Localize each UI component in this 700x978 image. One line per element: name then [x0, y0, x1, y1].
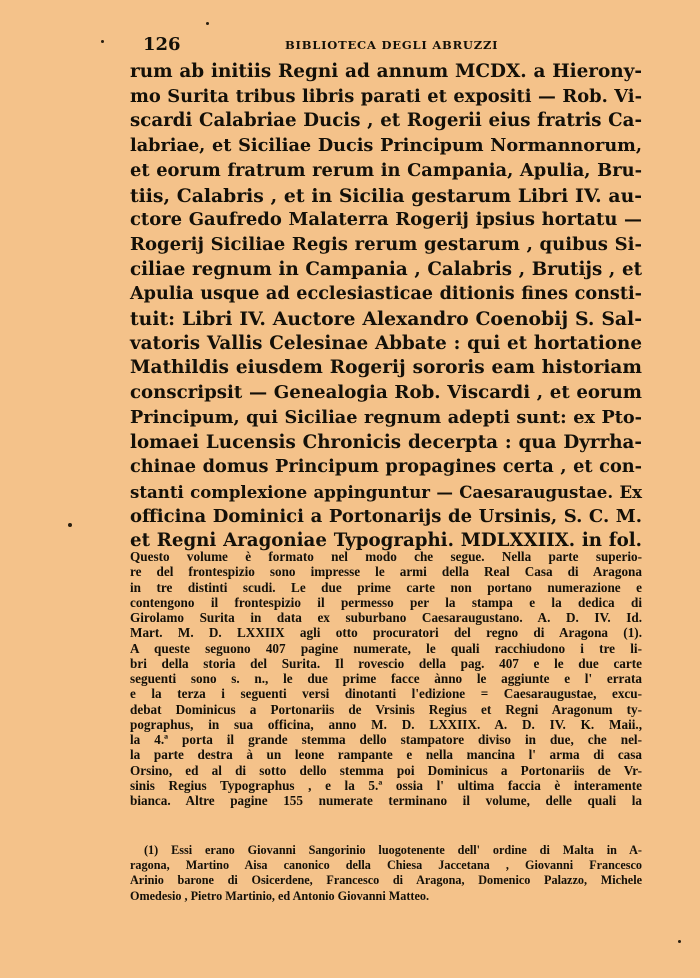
footnote-line: Omedesio , Pietro Martinio, ed Antonio Giovanni Matteo.: [130, 888, 430, 903]
note-line: sinis Regius Typographus , e la 5.ª ossia l' ultima faccia è interamente: [130, 777, 642, 793]
note-line: Mart. M. D. LXXIIX agli otto procuratori del regno di Aragona (1).: [130, 625, 642, 641]
note-line: seguenti sono s. n., le due prime facce ànno le aggiunte e l' errata: [130, 671, 642, 686]
body-line: Principum, qui Siciliae regnum adepti sunt: ex Pto-: [130, 406, 642, 428]
footnote: [130, 843, 642, 904]
note-line: pographus, in sua officina, anno M. D. LXXIIX. A. D. IV. K. Maii.,: [130, 716, 642, 732]
footnote-line: (1) Essi erano Giovanni Sangorinio luogotenente dell' ordine di Malta in A-: [144, 843, 642, 857]
paper-speck: [678, 940, 681, 943]
body-line: mo Surita tribus libris parati et expositi — Rob. Vi-: [130, 85, 642, 107]
note-line: la 4.ª porta il grande stemma dello stampatore diviso in due, che nel-: [130, 732, 642, 747]
body-line: Rogerij Siciliae Regis rerum gestarum , quibus Si-: [130, 233, 642, 255]
body-line: conscripsit — Genealogia Rob. Viscardi , et eorum: [130, 382, 642, 404]
note-line: in tre distinti scudi. Le due prime carte non portano numerazione e: [130, 579, 642, 595]
body-line: et eorum fratrum rerum in Campania, Apulia, Bru-: [130, 159, 642, 181]
paper-speck: [101, 40, 104, 43]
running-title: BIBLIOTECA DEGLI ABRUZZI: [285, 38, 499, 52]
note-line: la parte destra à un leone rampante e nella mancina l' arma di casa: [130, 747, 642, 763]
note-line: bri della storia del Surita. Il rovescio della pag. 407 e le due carte: [130, 655, 642, 671]
note-line: re del frontespizio sono impresse le armi della Real Casa di Aragona: [130, 564, 642, 580]
note-line: e la terza i seguenti versi dinotanti l'edizione = Caesaraugustae, excu-: [130, 686, 642, 702]
body-line: tuit: Libri IV. Auctore Alexandro Coenobij S. Sal-: [130, 308, 642, 331]
bibliographic-note: [130, 549, 642, 808]
body-line: labriae, et Siciliae Ducis Principum Normannorum,: [130, 135, 642, 157]
note-line: Orsino, ed al di sotto dello stemma poi Dominicus a Portonariis de Vr-: [130, 762, 642, 778]
body-line: ciliae regnum in Campania , Calabris , Brutijs , et: [130, 258, 642, 280]
body-line: Mathildis eiusdem Rogerij sororis eam historiam: [130, 357, 642, 379]
body-line: chinae domus Principum propagines certa , et con-: [130, 456, 642, 478]
body-line: tiis, Calabris , et in Sicilia gestarum Libri IV. au-: [130, 184, 642, 207]
body-line: stanti complexione appinguntur — Caesaraugustae. Ex: [130, 481, 642, 502]
paper-speck: [206, 22, 209, 25]
note-line: Questo volume è formato nel modo che segue. Nella parte superio-: [130, 549, 642, 564]
main-entry-text: [130, 60, 642, 554]
body-line: rum ab initiis Regni ad annum MCDX. a Hierony-: [130, 61, 642, 82]
page-header: [135, 34, 635, 56]
note-line: contengono il frontespizio il permesso per la stampa e la dedica di: [130, 594, 642, 610]
note-line: A queste seguono 407 pagine numerate, le quali racchiudono i tre li-: [130, 640, 642, 656]
note-line: bianca. Altre pagine 155 numerate terminano il volume, delle quali la: [130, 793, 642, 808]
paper-speck: [68, 523, 72, 527]
note-line: debat Dominicus a Portonariis de Vrsinis Regius et Regni Aragonum ty-: [130, 701, 642, 717]
body-line: scardi Calabriae Ducis , et Rogerii eius fratris Ca-: [130, 110, 642, 132]
body-line: vatoris Vallis Celesinae Abbate : qui et hortatione: [130, 332, 642, 354]
footnote-line: ragona, Martino Aisa canonico della Chiesa Jaccetana , Giovanni Francesco: [130, 858, 642, 873]
page-number: 126: [143, 34, 181, 55]
body-line: ctore Gaufredo Malaterra Rogerij ipsius hortatu —: [130, 209, 642, 231]
body-line: et Regni Aragoniae Typographi. MDLXXIIX. in fol.: [130, 530, 642, 552]
body-line: lomaei Lucensis Chronicis decerpta : qua Dyrrha-: [130, 431, 642, 453]
note-line: Girolamo Surita in data ex suburbano Caesaraugustano. A. D. IV. Id.: [130, 610, 642, 625]
body-line: officina Dominici a Portonarijs de Ursinis, S. C. M.: [130, 505, 642, 527]
footnote-line: Arinio barone di Osicerdene, Francesco di Aragona, Domenico Palazzo, Michele: [130, 873, 642, 888]
body-line: Apulia usque ad ecclesiasticae ditionis fines consti-: [130, 283, 642, 305]
